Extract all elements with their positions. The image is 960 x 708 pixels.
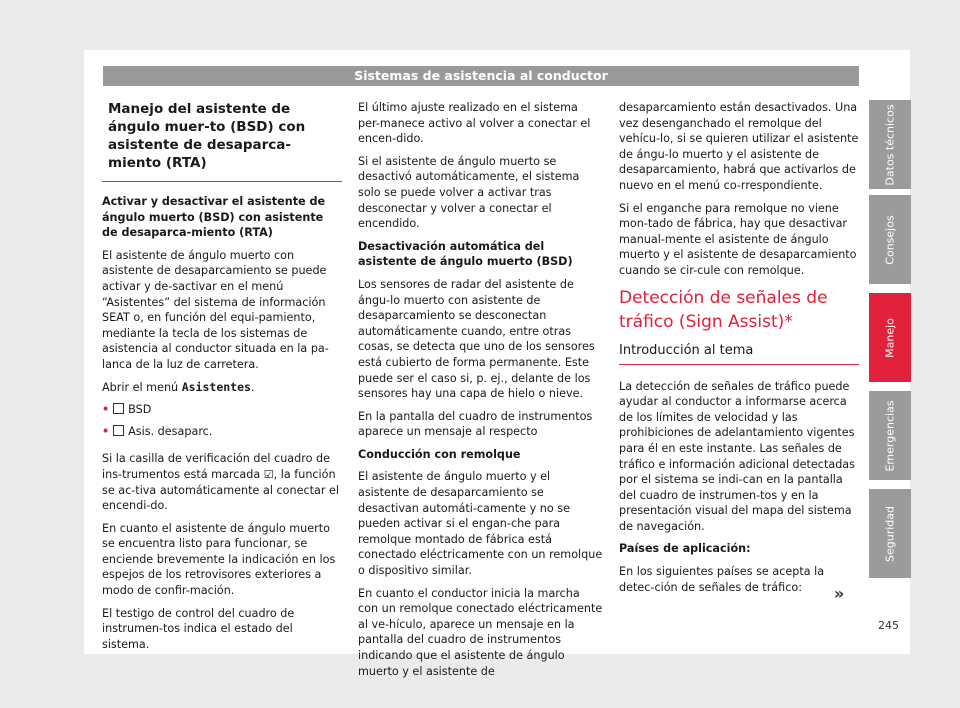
section-title: Manejo del asistente de ángulo muer-to (BSD) con asistente de desaparca-miento (RTA) [108,101,306,171]
paragraph: Los sensores de radar del asistente de ángu-lo muerto con asistente de desaparcamiento se desconectan automáticamente cuando, entre otras cosas, se detecta que uno de los sensores está cubierto de forma permanente. Este puede ser el caso si, p. ej., delante de los sensores hay una capa de hielo o nieve. [358,277,595,401]
paragraph: En cuanto el conductor inicia la marcha con un remolque conectado eléctricamente al ve-hículo, aparece un mensaje en la pantalla del cuadro de instrumentos indicando que el asistente de ángulo muerto y el asistente de [358,586,603,678]
column-1 [102,100,342,659]
chapter-section-title: Detección de señales de tráfico (Sign Assist)* [619,287,828,332]
column-3 [619,100,859,602]
tab-datos-tecnicos[interactable]: Datos técnicos [869,100,911,189]
paragraph: Si la casilla de verificación del cuadro de ins-trumentos está marcada ☑, la función se ac-tiva automáticamente al conectar el encendi-do. [102,452,339,513]
tab-emergencias[interactable]: Emergencias [869,391,911,480]
section-divider [619,364,859,365]
sub-heading: Países de aplicación: [619,542,751,556]
sub-heading: Activar y desactivar el asistente de ángulo muerto (BSD) con asistente de desaparca-miento (RTA) [102,195,326,240]
sub-heading: Conducción con remolque [358,447,521,461]
paragraph: La detección de señales de tráfico puede ayudar al conductor a informarse acerca de los límites de velocidad y las prohibiciones de adelantamiento vigentes para él en este instante. Las señales de tráfico e información adicional detectadas por el sistema se indi-can en la pantalla del cuadro de instrumen-tos y en la presentación visual del mapa del sistema de navegación. [619,379,855,533]
checkbox-icon [113,403,124,414]
paragraph: Si el asistente de ángulo muerto se desactivó automáticamente, el sistema solo se puede volver a activar tras desconectar y volver a conectar el encendido. [358,154,580,231]
menu-name: Asistentes [181,379,251,394]
checkbox-icon [113,425,124,436]
paragraph: En cuanto el asistente de ángulo muerto se encuentra listo para funcionar, se enciende brevemente la indicación en los espejos de los retrovisores exteriores a modo de confir-mación. [102,521,336,598]
chapter-header: Sistemas de asistencia al conductor [103,66,859,86]
paragraph: El asistente de ángulo muerto con asistente de desaparcamiento se puede activar y de-sactivar en el menú “Asistentes” del sistema de información SEAT o, en función del equi-pamiento, mediante la tecla de los sistemas de asistencia al conductor situada en la pa-lanca de la luz de carretera. [102,248,329,371]
paragraph: Si el enganche para remolque no viene mon-tado de fábrica, hay que desactivar manual-mente el asistente de ángulo muerto y el asistente de desaparcamiento cuando se cir-cule con remolque. [619,201,857,277]
paragraph: En los siguientes países se acepta la detec-ción de señales de tráfico: [619,565,825,594]
page-number: 245 [878,619,899,632]
sub-heading: Desactivación automática del asistente de ángulo muerto (BSD) [358,239,573,269]
tab-manejo[interactable]: Manejo [869,293,911,382]
list-item: • Asis. desaparc. [102,424,213,438]
checked-box-icon: ☑ [263,467,274,481]
continue-arrow-icon: » [834,584,845,603]
section-divider [102,181,342,182]
paragraph: El último ajuste realizado en el sistema per-manece activo al volver a conectar el encen-dido. [358,101,591,146]
menu-instruction: Abrir el menú Asistentes. [102,379,255,394]
paragraph: En la pantalla del cuadro de instrumentos aparece un mensaje al respecto [358,409,593,439]
column-2 [358,100,603,686]
bullet-icon: • [102,424,110,438]
paragraph: El testigo de control del cuadro de instrumen-tos indica el estado del sistema. [102,606,295,651]
paragraph: desaparcamiento están desactivados. Una vez desenganchado el remolque del vehícu-lo, si se quieren utilizar el asistente de ángu-lo muerto y el asistente de desaparcamiento, habrá que activarlos de nuevo en el menú co-rrespondiente. [619,101,859,192]
tab-consejos[interactable]: Consejos [869,195,911,284]
list-item: • BSD [102,403,152,417]
intro-title: Introducción al tema [619,342,754,358]
tab-seguridad[interactable]: Seguridad [869,489,911,578]
bullet-icon: • [102,403,110,417]
paragraph: El asistente de ángulo muerto y el asistente de desaparcamiento se desactivan automáti-camente y no se pueden activar si el engan-che para remolque montado de fábrica está conectado eléctricamente con un remolque o dispositivo similar. [358,470,603,578]
